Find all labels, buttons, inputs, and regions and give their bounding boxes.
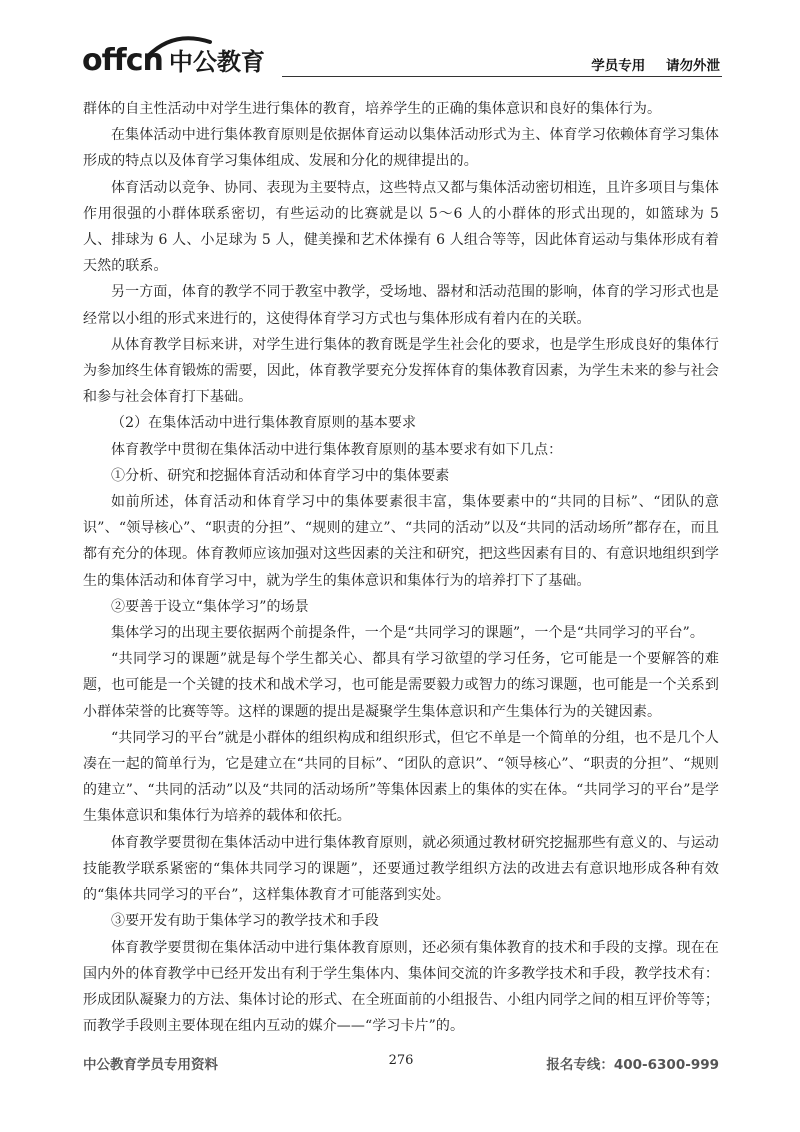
paragraph: ③要开发有助于集体学习的教学技术和手段 bbox=[111, 913, 379, 930]
paragraph: “共同学习的课题”就是每个学生都关心、都具有学习欲望的学习任务，它可能是一个要解答的难题，也可能是一个关键的技术和战术学习，也可能是需要毅力或智力的练习课题，也可能是一个关系到小群体荣誉的比赛等等。这样的课题的提出是凝聚学生集体意识和产生集体行为的关键因素。 bbox=[83, 651, 719, 720]
footer-left-text: 中公教育学员专用资料 bbox=[83, 1057, 218, 1073]
paragraph: 集体学习的出现主要依据两个前提条件，一个是“共同学习的课题”，一个是“共同学习的平台”。 bbox=[111, 625, 705, 642]
paragraph: 体育教学要贯彻在集体活动中进行集体教育原则，还必须有集体教育的技术和手段的支撑。现在在国内外的体育教学中已经开发出有利于学生集体内、集体间交流的许多教学技术和手段，教学技术有：形成团队凝聚力的方法、集体讨论的形式、在全班面前的小组报告、小组内同学之间的相互评价等等；而教学手段则主要体现在组内互动的媒介——“学习卡片”的。 bbox=[83, 939, 719, 1035]
paragraph: 体育教学中贯彻在集体活动中进行集体教育原则的基本要求有如下几点： bbox=[111, 441, 563, 458]
body-text bbox=[83, 96, 719, 1039]
offcn-logo bbox=[82, 40, 265, 76]
header-tag-students-only: 学员专用 bbox=[591, 58, 646, 74]
logo-latin-text: offcn bbox=[82, 43, 163, 78]
paragraph: （2）在集体活动中进行集体教育原则的基本要求 bbox=[111, 415, 417, 432]
paragraph: 体育活动以竞争、协同、表现为主要特点，这些特点又都与集体活动密切相连，且许多项目与集体作用很强的小群体联系密切，有些运动的比赛就是以 5～6 人的小群体的形式出现的，如篮球为 5 人、排球为 6 人、小足球为 5 人，健美操和艺术体操有 6 人组合等等，因此体育运动与集体形成有着天然的联系。 bbox=[83, 179, 719, 275]
page-number: 276 bbox=[388, 1053, 414, 1068]
paragraph: 如前所述，体育活动和体育学习中的集体要素很丰富，集体要素中的“共同的目标”、“团队的意识”、“领导核心”、“职责的分担”、“规则的建立”、“共同的活动”以及“共同的活动场所”都存在，而且都有充分的体现。体育教师应该加强对这些因素的关注和研究，把这些因素有目的、有意识地组织到学生的集体活动和体育学习中，就为学生的集体意识和集体行为的培养打下了基础。 bbox=[83, 494, 719, 589]
paragraph: ②要善于设立“集体学习”的场景 bbox=[111, 598, 309, 615]
paragraph: 群体的自主性活动中对学生进行集体的教育，培养学生的正确的集体意识和良好的集体行为。 bbox=[83, 101, 662, 117]
paragraph: 在集体活动中进行集体教育原则是依据体育运动以集体活动形式为主、体育学习依赖体育学习集体形成的特点以及体育学习集体组成、发展和分化的规律提出的。 bbox=[83, 127, 719, 170]
logo-arc-icon bbox=[144, 36, 214, 58]
paragraph: 另一方面，体育的教学不同于教室中教学，受场地、器材和活动范围的影响，体育的学习形式也是经常以小组的形式来进行的，这使得体育学习方式也与集体形成有着内在的关联。 bbox=[83, 284, 719, 327]
header-tag-confidential: 请勿外泄 bbox=[666, 58, 720, 74]
paragraph: “共同学习的平台”就是小群体的组织构成和组织形式，但它不单是一个简单的分组，也不是几个人凑在一起的简单行为，它是建立在“共同的目标”、“团队的意识”、“领导核心”、“职责的分担”、“规则的建立”、“共同的活动”以及“共同的活动场所”等集体因素上的集体的实在体。“共同学习的平台”是学生集体意识和集体行为培养的载体和依托。 bbox=[83, 729, 719, 825]
logo-chinese-text: 中公教育 bbox=[168, 48, 265, 76]
header-tags bbox=[591, 54, 720, 74]
paragraph: 体育教学要贯彻在集体活动中进行集体教育原则，就必须通过教材研究挖掘那些有意义的、与运动技能教学联系紧密的“集体共同学习的课题”，还要通过教学组织方法的改进去有意识地形成各种有效的“集体共同学习的平台”，这样集体教育才可能落到实处。 bbox=[83, 834, 719, 904]
page-footer bbox=[83, 1053, 719, 1077]
header-rule bbox=[282, 76, 722, 77]
page-header bbox=[82, 38, 722, 80]
paragraph: 从体育教学目标来讲，对学生进行集体的教育既是学生社会化的要求，也是学生形成良好的集体行为参加终生体育锻炼的需要，因此，体育教学要充分发挥体育的集体教育因素，为学生未来的参与社会和参与社会体育打下基础。 bbox=[83, 336, 719, 406]
footer-hotline: 报名专线：400-6300-999 bbox=[546, 1057, 719, 1073]
paragraph: ①分析、研究和挖掘体育活动和体育学习中的集体要素 bbox=[111, 467, 450, 484]
